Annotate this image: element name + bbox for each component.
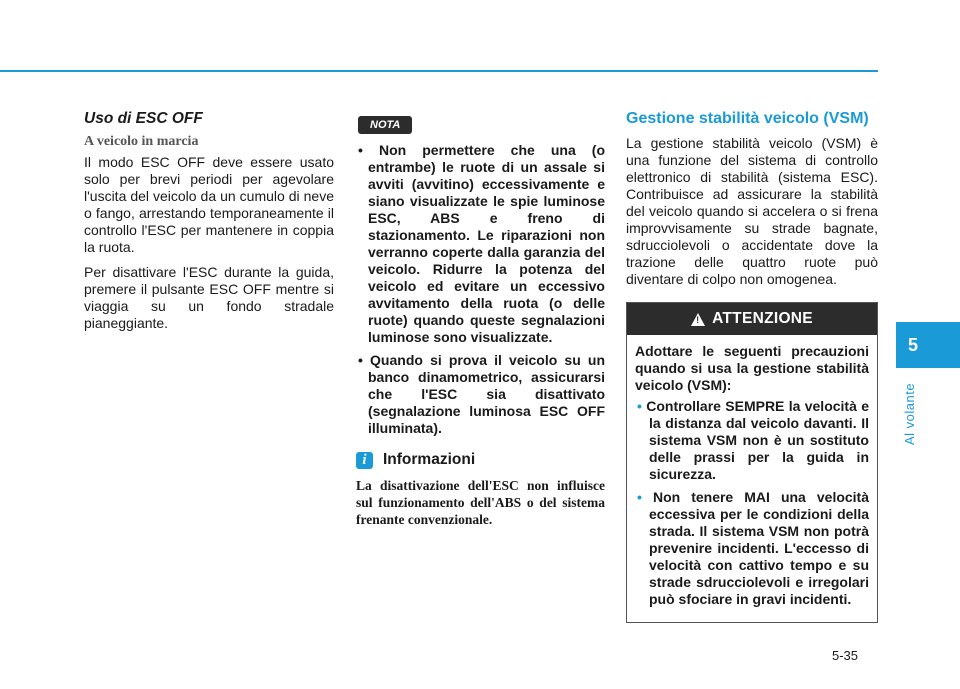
warning-list <box>635 398 869 608</box>
warning-header <box>627 303 877 335</box>
column-nota <box>356 112 605 528</box>
warning-item: • Controllare SEMPRE la velocità e la distanza dal veicolo davanti. Il sistema VSM non è un sostituto delle prassi per la guida in sicurezza. <box>637 398 869 482</box>
paragraph-esc-off-1: Il modo ESC OFF deve essere usato solo per brevi periodi per agevolare l'uscita del veicolo da un cumulo di neve o fango, arrestando temporaneamente il controllo l'ESC per mantenere in coppia la ruota. <box>84 154 334 255</box>
nota-list <box>356 142 605 437</box>
paragraph-esc-off-2: Per disattivare l'ESC durante la guida, premere il pulsante ESC OFF mentre si viaggia su un fondo stradale pianeggiante. <box>84 264 334 331</box>
section-heading-vsm: Gestione stabilità veicolo (VSM) <box>626 110 869 127</box>
info-text: La disattivazione dell'ESC non influisce sul funzionamento dell'ABS o del sistema frenante convenzionale. <box>356 478 605 527</box>
warning-intro: Adottare le seguenti precauzioni quando si usa la gestione stabilità veicolo (VSM): <box>635 343 869 393</box>
warning-item: • Non tenere MAI una velocità eccessiva per le condizioni della strada. Il sistema VSM non potrà prevenire incidenti. L'eccesso di velocità con cattivo tempo e su strade sdrucciolevoli e irregolari può sfociare in gravi incidenti. <box>637 489 870 607</box>
nota-item: • Non permettere che una (o entrambe) le ruote di un assale si avviti (avvitino) eccessivamente e siano visualizzate le spie luminose ESC, ABS e freno di stazionamento. Le riparazioni non verranno coperte dalla garanzia del veicolo. Ridurre la potenza del veicolo ed evitare un eccessivo avvitamento della ruota (o delle ruote) quando queste segnalazioni luminose sono visualizzate. <box>358 142 605 345</box>
info-header <box>356 451 605 469</box>
section-heading-esc-off: Uso di ESC OFF <box>84 110 203 127</box>
page-number: 5-35 <box>832 648 859 663</box>
nota-item: • Quando si prova il veicolo su un banco dinamometrico, assicurarsi che l'ESC sia disattivato (segnalazione luminosa ESC OFF illuminata). <box>358 352 606 436</box>
info-title: Informazioni <box>383 451 476 468</box>
warning-title: ATTENZIONE <box>712 310 813 327</box>
warning-triangle-icon: ! <box>691 313 705 326</box>
warning-body <box>627 335 877 622</box>
bullet-dot: • <box>637 489 642 505</box>
bullet-dot: • <box>358 352 363 368</box>
info-icon: i <box>356 452 373 469</box>
bullet-dot: • <box>358 142 363 158</box>
top-rule <box>0 70 878 72</box>
column-esc-off <box>84 110 334 340</box>
column-vsm <box>626 110 878 623</box>
chapter-tab: 5 <box>896 322 960 368</box>
bullet-dot: • <box>637 398 642 414</box>
warning-box <box>626 302 878 623</box>
subheading-driving: A veicolo in marcia <box>84 134 199 149</box>
nota-badge: NOTA <box>358 116 412 134</box>
chapter-label: Al volante <box>902 382 917 445</box>
paragraph-vsm: La gestione stabilità veicolo (VSM) è una funzione del sistema di controllo elettronico di stabilità (sistema ESC). Contribuisce ad assicurare la stabilità del veicolo quando si accelera o si frena improvvisamente su strade bagnate, sdrucciolevoli o accidentate dove la trazione delle quattro ruote può diventare di colpo non omogenea. <box>626 135 878 287</box>
